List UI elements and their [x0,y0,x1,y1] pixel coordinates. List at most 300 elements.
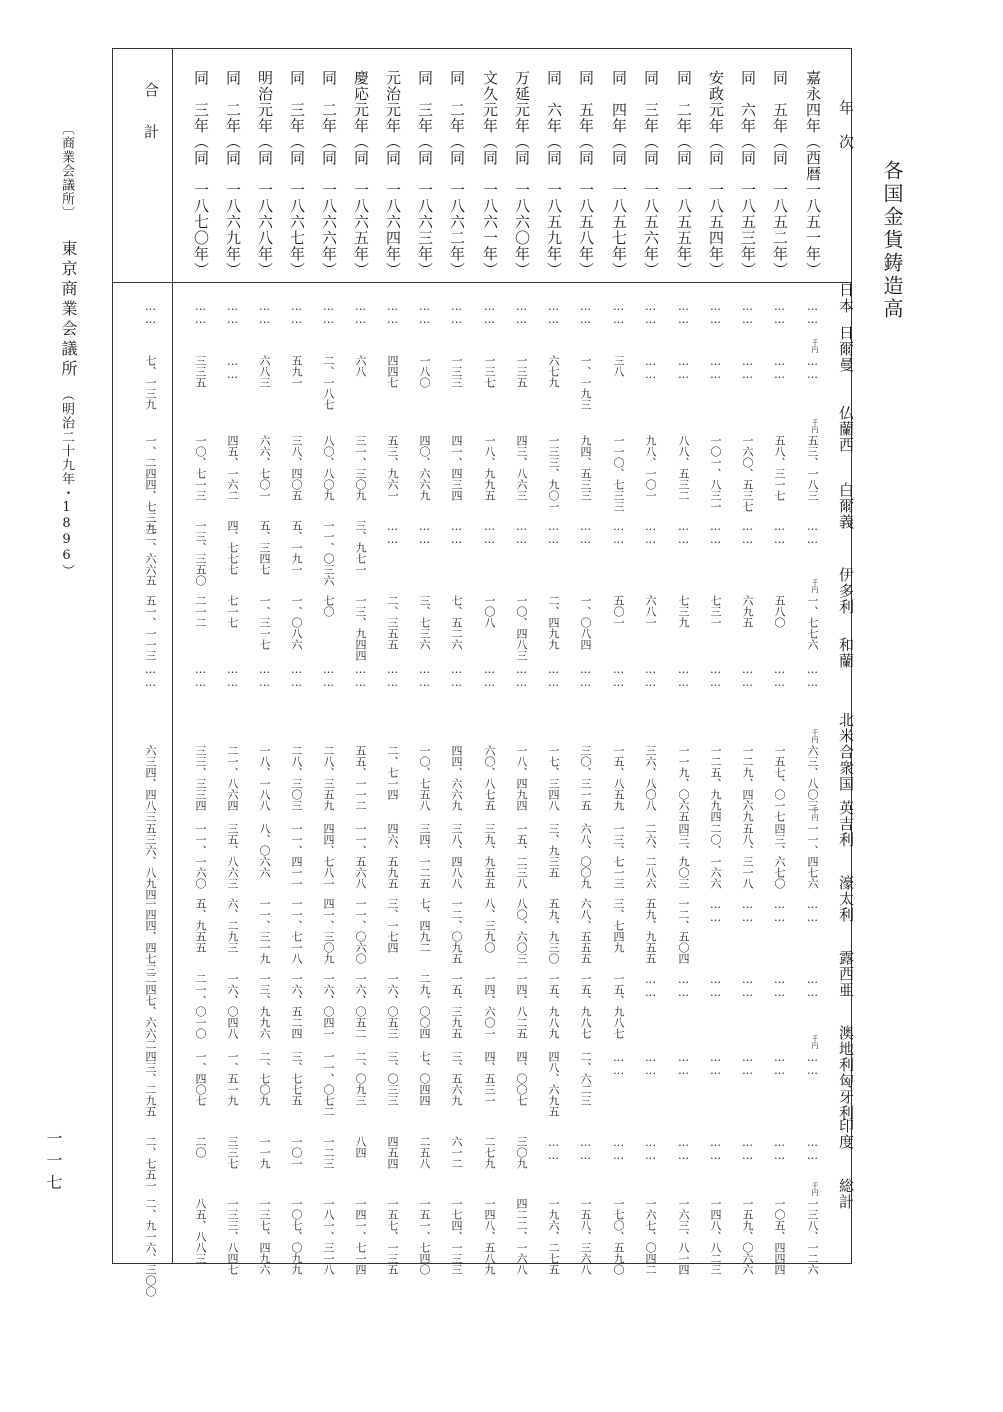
table-cell: …… [741,973,754,999]
table-cell: …… [386,663,399,689]
total-cell: 四三、二九五 [144,1051,157,1117]
table-cell: …… [741,1136,754,1162]
table-cell: …… [709,898,722,924]
table-cell: …… [194,300,207,326]
table-cell: 三、七七五 [290,1051,303,1106]
table-cell: 三六、八〇八 [644,745,657,811]
label-column-separator [113,282,851,283]
unit-label: 千円 [811,1182,819,1196]
table-cell: 三一、三〇九 [354,435,367,501]
table-cell: 八八、五三二 [677,435,690,501]
table-cell: …… [644,1051,657,1077]
table-cell: …… [741,898,754,924]
table-cell: …… [709,520,722,546]
table-cell: 六八一 [644,595,657,628]
table-cell: 一八〇 [418,355,431,388]
table-cell: …… [290,300,303,326]
table-cell: 一五七、〇一七 [773,745,786,822]
table-cell: …… [515,663,528,689]
table-cell: 一三三、八四七 [226,1198,239,1275]
total-cell: 五一、一一三 [144,595,157,661]
table-cell: …… [806,520,819,546]
table-cell: …… [741,300,754,326]
column-header: 白爾義 [837,482,855,530]
table-cell: …… [612,1136,625,1162]
table-cell: …… [773,973,786,999]
table-cell: 六八三 [258,355,271,388]
table-cell: 六七九 [547,355,560,388]
table-cell: 一六〇、五三七 [741,435,754,512]
row-label: 明治元年（同 一八六八年） [256,70,274,278]
table-cell: 二一二 [194,595,207,628]
page-number: 一一七 [44,1130,63,1196]
table-cell: 七、〇四四 [418,1051,431,1106]
table-cell: …… [226,355,239,381]
table-cell: …… [773,663,786,689]
table-cell: 五八、三一八 [741,823,754,889]
row-label: 同 六年（同 一八五三年） [739,70,757,278]
table-cell: 三三、三三四 [194,745,207,811]
table-cell: …… [418,520,431,546]
table-cell: 一二五、九九四 [709,745,722,822]
table-cell: …… [612,1051,625,1077]
table-cell: 一四一、七一四 [354,1198,367,1275]
table-cell: 二、一八七 [322,355,335,410]
table-cell: 一三、七一三 [612,823,625,889]
table-cell: 二、六二三 [579,1051,592,1106]
table-cell: …… [579,663,592,689]
table-cell: 四六、五九五 [386,823,399,889]
table-cell: 三、九七一 [354,520,367,575]
table-cell: …… [322,300,335,326]
table-cell: 四〇、六六九 [418,435,431,501]
table-cell: …… [709,355,722,381]
table-cell: 一〇一 [290,1136,303,1169]
row-label: 同 三年（同 一八六三年） [416,70,434,278]
table-cell: …… [515,520,528,546]
table-cell: …… [483,520,496,546]
table-cell: 二〇 [194,1136,207,1158]
row-label: 元治元年（同 一八六四年） [384,70,402,278]
table-cell: 三四、一二五 [418,823,431,889]
table-cell: 一三八、一二六 [806,1198,819,1275]
table-cell: 一五八、三六八 [579,1198,592,1275]
total-cell: 六三四、四八三 [144,745,157,822]
table-cell: 一〇五、四四四 [773,1198,786,1275]
table-cell: 八四 [354,1136,367,1158]
table-cell: …… [612,300,625,326]
table-cell: 七三一 [709,595,722,628]
table-cell: 一六、〇五三 [386,973,399,1039]
table-cell: 一五九、〇六六 [741,1198,754,1275]
table-cell: 一、四〇七 [194,1051,207,1106]
table-cell: 三、五六九 [450,1051,463,1106]
table-cell: …… [547,520,560,546]
total-cell: 二四七、六六二 [144,973,157,1050]
table-cell: …… [741,663,754,689]
table-cell: 二、七〇九 [258,1051,271,1106]
table-cell: 一三三、九〇一 [547,435,560,512]
table-cell: 一〇八 [483,595,496,628]
table-cell: 一一、一六〇 [194,823,207,889]
table-cell: …… [806,300,819,326]
table-cell: 六一二 [450,1136,463,1169]
column-header: 仏蘭西 [837,405,855,453]
table-cell: 一四、八二五 [515,973,528,1039]
table-cell: …… [709,1051,722,1077]
total-cell: 一、二四四、七三九 [144,435,157,534]
row-label: 嘉永四年（西暦一八五一年） [804,70,822,278]
column-header: 伊多利 [837,567,855,615]
row-label: 慶応元年（同 一八六五年） [352,70,370,278]
table-cell: 一、七七六 [806,595,819,650]
table-cell: 三三七 [226,1136,239,1169]
table-cell: …… [450,663,463,689]
table-cell: 一七、三四八 [547,745,560,811]
table-cell: …… [354,663,367,689]
table-cell: 五八、三一七 [773,435,786,501]
column-header: 濠太利 [837,875,855,923]
table-border-left [112,48,113,1264]
table-cell: …… [709,663,722,689]
table-cell: 一六、〇五二 [354,973,367,1039]
table-cell: 六八、〇〇九 [579,823,592,889]
table-cell: 一五、九八九 [547,973,560,1039]
table-cell: 五九、九三〇 [547,898,560,964]
table-cell: …… [741,520,754,546]
table-cell: 四一、三〇九 [322,898,335,964]
table-cell: 一二、五〇四 [677,898,690,964]
table-cell: 一六三、八一四 [677,1198,690,1275]
row-label: 同 三年（同 一八五六年） [642,70,660,278]
unit-label: 千円 [811,807,819,821]
table-cell: …… [806,898,819,924]
table-cell: …… [483,663,496,689]
table-cell: 九四、五三三 [579,435,592,501]
table-cell: 五三、九六一 [386,435,399,501]
table-cell: 一、一九三 [579,355,592,410]
table-cell: 七、四九二 [418,898,431,953]
table-cell: 一一、五六八 [354,823,367,889]
table-cell: 四三、九〇三 [677,823,690,889]
table-cell: 一三七、四九六 [258,1198,271,1275]
table-cell: 六、二九三 [226,898,239,953]
table-cell: 二、三五五 [386,595,399,650]
table-cell: 八〇、八〇九 [322,435,335,501]
table-cell: 二六、二八六 [644,823,657,889]
table-cell: 四四、六六九 [450,745,463,811]
table-cell: 一六七、〇四二 [644,1198,657,1275]
row-label: 文久元年（同 一八六一年） [481,70,499,278]
table-cell: …… [677,1051,690,1077]
table-cell: 二九、〇〇四 [418,973,431,1039]
table-cell: …… [677,663,690,689]
table-cell: 八〇、六〇三 [515,898,528,964]
table-cell: 五、一九一 [290,520,303,575]
table-cell: …… [547,1136,560,1162]
table-cell: …… [547,663,560,689]
table-cell: 四二二、一六八 [515,1198,528,1275]
total-cell: …… [144,663,157,689]
table-cell: 一四八、八二三 [709,1198,722,1275]
table-cell: 六八、五五五 [579,898,592,964]
table-cell: 一二九、四六九 [741,745,754,822]
table-cell: 一五、九八七 [579,973,592,1039]
table-cell: 一三、九四四 [354,595,367,661]
total-cell: 二、九一六、三〇〇 [144,1198,157,1297]
table-cell: …… [806,973,819,999]
table-cell: 四五四 [386,1136,399,1169]
table-cell: …… [258,663,271,689]
column-header: 和蘭 [837,637,855,669]
table-cell: 六三、八〇三 [806,745,819,811]
table-cell: 一八、四九四 [515,745,528,811]
table-cell: 一三三 [450,355,463,388]
table-cell: 一一九 [258,1136,271,1169]
table-cell: 二、七一四 [386,745,399,800]
table-cell: …… [290,663,303,689]
table-cell: …… [386,300,399,326]
table-cell: 三、九三五 [547,823,560,878]
table-cell: …… [677,520,690,546]
column-header: 英吉利 [837,800,855,848]
row-label: 同 四年（同 一八五七年） [610,70,628,278]
table-cell: …… [806,1051,819,1077]
unit-label: 千円 [811,419,819,433]
table-cell: 一〇、七五八 [418,745,431,811]
unit-label: 千円 [811,729,819,743]
table-cell: 一九六、二七五 [547,1198,560,1275]
table-cell: 四、七七七 [226,520,239,575]
table-cell: …… [806,355,819,381]
table-border-top [112,48,852,49]
table-cell: 三八、四〇五 [290,435,303,501]
table-cell: 一一、〇三六 [322,520,335,586]
table-cell: 八五、八八三 [194,1198,207,1264]
row-label: 同 二年（同 一八六六年） [320,70,338,278]
table-cell: 五五、一一二 [354,745,367,811]
total-cell: 五三六、八九四 [144,823,157,900]
table-cell: …… [547,300,560,326]
table-cell: 二一、八六四 [226,745,239,811]
table-cell: 五、九五五 [194,898,207,953]
footer-year: （明治二十九年・1896） [59,388,74,578]
table-cell: 三、〇三三 [386,1051,399,1106]
table-cell: 七三九 [677,595,690,628]
table-cell: 四、五三一 [483,1051,496,1106]
table-cell: …… [773,520,786,546]
table-cell: 一一、四一一 [290,823,303,889]
table-cell: …… [612,520,625,546]
table-cell: 一、五一九 [226,1051,239,1106]
table-cell: 一五、三九五 [450,973,463,1039]
table-cell: 一一、〇六〇 [354,898,367,964]
footer-publisher: 東京商業会議所 [59,240,78,380]
table-cell: 一〇、四八三 [515,595,528,661]
table-cell: 八、〇六六 [258,823,271,878]
table-cell: …… [806,1136,819,1162]
row-label: 同 三年（同 一八七〇年） [192,70,210,278]
table-cell: …… [806,663,819,689]
table-cell: 一三、九九六 [258,973,271,1039]
table-cell: 二一、〇一〇 [194,973,207,1039]
table-cell: …… [773,898,786,924]
year-header: 年 次 [837,100,855,151]
table-cell: 一一、七一八 [290,898,303,964]
table-cell: …… [709,300,722,326]
table-cell: 二五八 [418,1136,431,1169]
table-cell: 二、〇九三 [354,1051,367,1106]
table-cell: …… [644,520,657,546]
table-cell: 一八、一八八 [258,745,271,811]
row-label: 安政元年（同 一八五四年） [707,70,725,278]
column-header: 日本 [837,282,855,314]
table-cell: …… [644,355,657,381]
table-cell: 一〇七、〇九九 [290,1198,303,1275]
table-cell: …… [226,300,239,326]
table-cell: …… [644,663,657,689]
table-cell: …… [418,300,431,326]
row-label: 同 五年（同 一八五八年） [577,70,595,278]
total-cell: 七、一三九 [144,355,157,410]
table-title: 各国金貨鋳造高 [880,160,904,321]
table-cell: 四一、四三四 [450,435,463,501]
row-label: 同 六年（同 一八五九年） [545,70,563,278]
table-cell: 三三五 [194,355,207,388]
total-cell: 三二、六六五 [144,520,157,586]
table-cell: 一五、九八七 [612,973,625,1039]
table-cell: 一二三 [322,1136,335,1169]
table-cell: 一八一、三一八 [322,1198,335,1275]
table-cell: 一六、五二四 [290,973,303,1039]
table-cell: 四五、一六二 [226,435,239,501]
table-cell: 六八 [354,355,367,377]
table-cell: 五、三四七 [258,520,271,575]
table-cell: …… [741,355,754,381]
table-cell: …… [677,1136,690,1162]
table-cell: 四、〇〇七 [515,1051,528,1106]
table-cell: …… [644,1136,657,1162]
table-cell: …… [709,1136,722,1162]
table-cell: 一二、〇九五 [450,898,463,964]
table-cell: …… [579,1136,592,1162]
total-row-separator [172,48,173,1264]
total-row-label: 合 計 [142,82,160,145]
table-cell: 三、七三六 [418,595,431,650]
table-cell: 二〇、一六六 [709,823,722,889]
table-cell: 一、〇八四 [579,595,592,650]
column-header: 露西亜 [837,950,855,998]
table-cell: …… [773,1051,786,1077]
table-cell: 四三、六七〇 [773,823,786,889]
table-cell: …… [226,663,239,689]
table-cell: …… [773,300,786,326]
table-cell: …… [418,663,431,689]
table-cell: 三、一七四 [386,898,399,953]
table-cell: 三、七四九 [612,898,625,953]
table-cell: 三九、九五五 [483,823,496,889]
table-cell: …… [354,300,367,326]
table-cell: …… [194,663,207,689]
table-cell: 一一九、〇六五 [677,745,690,822]
total-cell: 二、七五一 [144,1136,157,1191]
table-cell: 六六、七〇一 [258,435,271,501]
table-cell: 九八、一〇一 [644,435,657,501]
row-label: 同 三年（同 一八六七年） [288,70,306,278]
table-cell: 四三、八六三 [515,435,528,501]
table-cell: 一六、〇四八 [226,973,239,1039]
table-cell: 二八、三〇三 [290,745,303,811]
footer-source: 〔商業会議所〕 [59,122,74,220]
table-cell: 一五、八五九 [612,745,625,811]
table-cell: …… [386,520,399,546]
unit-label: 千円 [811,1035,819,1049]
table-cell: …… [677,300,690,326]
table-cell: 一一、〇七二 [322,1051,335,1117]
table-cell: …… [579,520,592,546]
table-cell: …… [258,300,271,326]
table-cell: 七、五二六 [450,595,463,650]
table-cell: 三五、八六三 [226,823,239,889]
table-cell: 一五七、一三五 [386,1198,399,1275]
total-cell: …… [144,300,157,326]
row-label: 同 二年（同 一八五五年） [675,70,693,278]
table-cell: …… [515,300,528,326]
column-header: 澳地利匈牙利 [837,1025,855,1121]
table-cell: 一、三一七 [258,595,271,650]
table-cell: 一、〇八六 [290,595,303,650]
table-cell: 六九五 [741,595,754,628]
table-cell: 一三七 [483,355,496,388]
table-cell: 五九、九五五 [644,898,657,964]
table-cell: 一三、三五〇 [194,520,207,586]
row-label: 同 二年（同 一八六九年） [224,70,242,278]
row-label: 同 五年（同 一八五二年） [771,70,789,278]
table-cell: …… [450,300,463,326]
table-cell: 一六、〇四一 [322,973,335,1039]
table-cell: …… [773,1136,786,1162]
table-cell: 五三、一八三 [806,435,819,501]
table-cell: 五八〇 [773,595,786,628]
table-cell: …… [579,300,592,326]
table-cell: 七一七 [226,595,239,628]
table-cell: 七〇 [322,595,335,617]
table-cell: 一一〇、七三三 [612,435,625,512]
table-cell: 一八、九九五 [483,435,496,501]
table-cell: 一三五 [515,355,528,388]
table-cell: …… [644,300,657,326]
table-cell: 一五、二三八 [515,823,528,889]
table-cell: 二、四九九 [547,595,560,650]
table-cell: …… [741,1051,754,1077]
table-cell: …… [677,355,690,381]
table-cell: 一七四、一三三 [450,1198,463,1275]
table-cell: …… [677,973,690,999]
table-cell: 一四、六〇一 [483,973,496,1039]
table-cell: …… [773,355,786,381]
table-cell: 一一、三一九 [258,898,271,964]
table-cell: …… [322,663,335,689]
table-cell: 四八、六九五 [547,1051,560,1117]
table-cell: 一七〇、五九〇 [612,1198,625,1275]
unit-label: 千円 [811,579,819,593]
table-cell: 六〇、八七五 [483,745,496,811]
unit-label: 千円 [811,339,819,353]
table-cell: 三八、四八八 [450,823,463,889]
table-cell: 四四七 [386,355,399,388]
column-header: 北米合衆国 [837,712,855,792]
table-cell: 一〇一、八三一 [709,435,722,512]
